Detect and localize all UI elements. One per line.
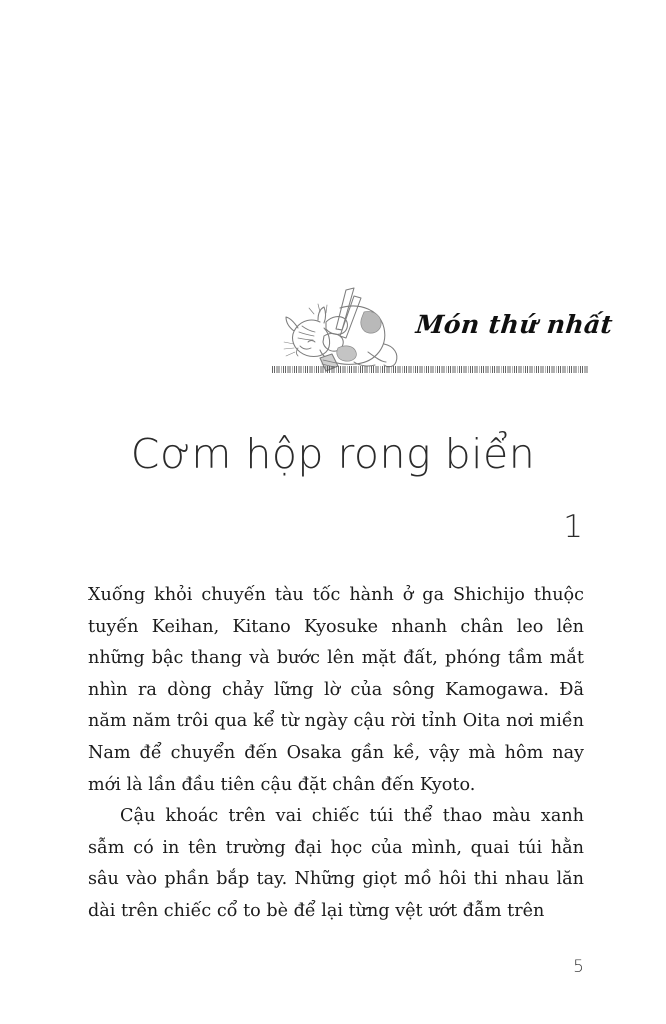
cat-with-chopsticks-illustration	[268, 282, 403, 374]
chapter-ornament	[268, 282, 615, 378]
paragraph: Xuống khỏi chuyến tàu tốc hành ở ga Shichijo thuộc tuyến Keihan, Kitano Kyosuke nhanh chân leo lên những bậc thang và bước lên mặt đất, phóng tầm mắt nhìn ra dòng chảy lững lờ của sông Kamogawa. Đã năm năm trôi qua kể từ ngày cậu rời tỉnh Oita nơi miền Nam để chuyển đến Osaka gần kề, vậy mà hôm nay mới là lần đầu tiên cậu đặt chân đến Kyoto.	[88, 585, 584, 795]
chapter-ornament-label: Món thứ nhất	[414, 310, 615, 339]
chapter-title: Cơm hộp rong biển	[130, 430, 536, 479]
body-text	[88, 580, 584, 928]
ornament-divider-rule	[272, 366, 589, 373]
page-number: 5	[573, 957, 584, 977]
paragraph: Cậu khoác trên vai chiếc túi thể thao màu xanh sẫm có in tên trường đại học của mình, quai túi hằn sâu vào phần bắp tay. Những giọt mồ hôi thi nhau lăn dài trên chiếc cổ to bè để lại từng vệt ướt đẫm trên	[88, 806, 584, 921]
section-number: 1	[563, 509, 583, 545]
